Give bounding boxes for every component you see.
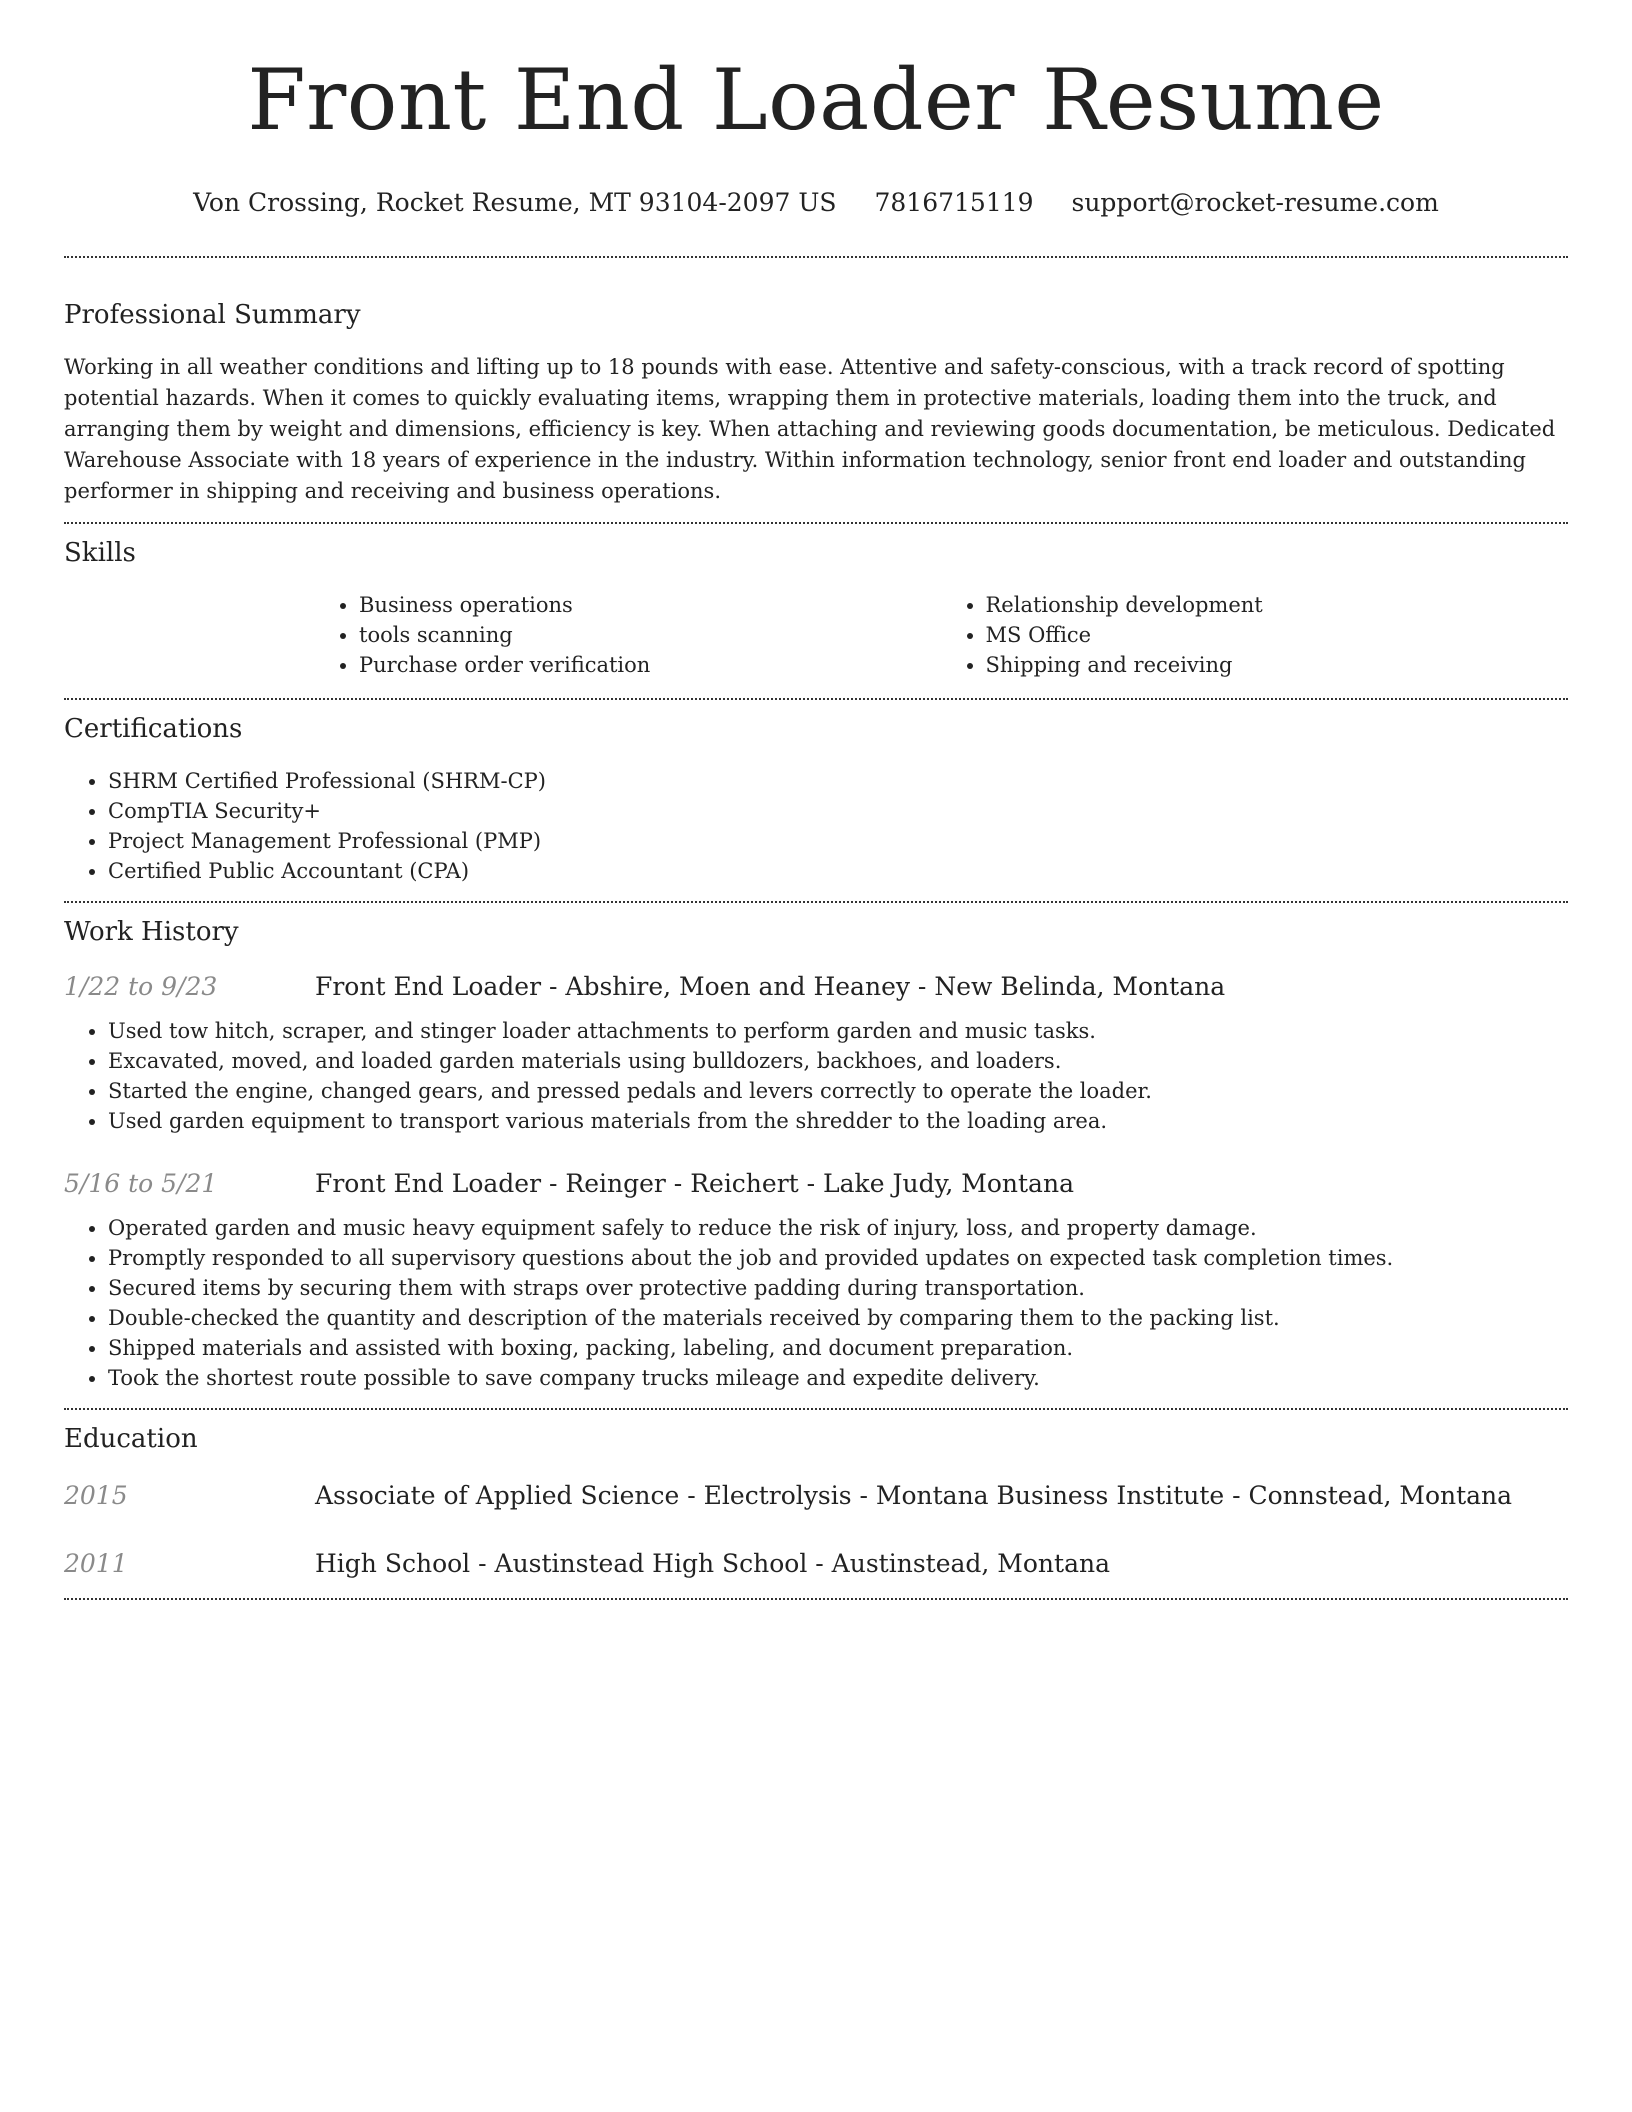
job-title: Front End Loader - Abshire, Moen and Heaney - New Belinda, Montana — [315, 972, 1226, 1001]
skills-list — [315, 590, 1568, 680]
list-item: • Used tow hitch, scraper, and stinger loader attachments to perform garden and music tasks. — [108, 1016, 1568, 1046]
job-header — [64, 971, 1568, 1003]
certifications-heading: Certifications — [64, 714, 243, 744]
education-heading: Education — [64, 1424, 198, 1454]
job-dates: 1/22 to 9/23 — [64, 972, 218, 1001]
job-bullets — [64, 1213, 1568, 1393]
divider — [64, 522, 1568, 524]
education-year: 2011 — [64, 1549, 128, 1578]
work-history-section — [64, 915, 1568, 1393]
summary-text: Working in all weather conditions and lifting up to 18 pounds with ease. Attentive and safety-conscious, with a track record of spotting potential hazards. When it comes to quickly evaluating items, wrapping them in protective materials, loading them into the truck, and arranging them by weight and dimensions, efficiency is key. When attaching and reviewing goods documentation, be meticulous. Dedicated Warehouse Associate with 18 years of experience in the industry. Within information technology, senior front end loader and outstanding performer in shipping and receiving and business operations. — [64, 355, 1556, 503]
contact-phone: 7816715119 — [874, 188, 1034, 217]
job-title: Front End Loader - Reinger - Reichert - Lake Judy, Montana — [315, 1169, 1074, 1198]
contact-email: support@rocket-resume.com — [1071, 188, 1439, 217]
job-dates: 5/16 to 5/21 — [64, 1169, 218, 1198]
education-detail: Associate of Applied Science - Electrolysis - Montana Business Institute - Connstead, Montana — [315, 1481, 1513, 1510]
summary-heading: Professional Summary — [64, 300, 361, 330]
list-item: • Shipping and receiving — [986, 650, 1569, 680]
certifications-section — [64, 712, 1568, 886]
list-item: • Promptly responded to all supervisory questions about the job and provided updates on expected task completion times. — [108, 1243, 1568, 1273]
list-item: • Relationship development — [986, 590, 1569, 620]
job-bullets — [64, 1016, 1568, 1136]
divider — [64, 901, 1568, 903]
skills-column-right — [942, 590, 1569, 680]
summary-section — [64, 298, 1568, 507]
education-year: 2015 — [64, 1481, 128, 1510]
list-item: • Project Management Professional (PMP) — [108, 826, 1568, 856]
list-item: • Secured items by securing them with straps over protective padding during transportation. — [108, 1273, 1568, 1303]
list-item: • Operated garden and music heavy equipment safely to reduce the risk of injury, loss, and property damage. — [108, 1213, 1568, 1243]
list-item: • Shipped materials and assisted with boxing, packing, labeling, and document preparation. — [108, 1333, 1568, 1363]
list-item: • Business operations — [359, 590, 942, 620]
certifications-list — [64, 766, 1568, 886]
divider — [64, 698, 1568, 700]
list-item: • Started the engine, changed gears, and pressed pedals and levers correctly to operate the loader. — [108, 1076, 1568, 1106]
list-item: • MS Office — [986, 620, 1569, 650]
resume-title: Front End Loader Resume — [247, 51, 1385, 149]
list-item: • Took the shortest route possible to save company trucks mileage and expedite delivery. — [108, 1363, 1568, 1393]
list-item: • Certified Public Accountant (CPA) — [108, 856, 1568, 886]
job-entry — [64, 971, 1568, 1136]
contact-address: Von Crossing, Rocket Resume, MT 93104-2097 US — [193, 188, 837, 217]
divider — [64, 1598, 1568, 1600]
divider — [64, 256, 1568, 258]
skills-heading: Skills — [64, 538, 136, 568]
list-item: • SHRM Certified Professional (SHRM-CP) — [108, 766, 1568, 796]
education-entry — [64, 1548, 1568, 1580]
education-detail: High School - Austinstead High School - Austinstead, Montana — [315, 1549, 1110, 1578]
education-section — [64, 1422, 1568, 1580]
list-item: • tools scanning — [359, 620, 942, 650]
list-item: • Excavated, moved, and loaded garden materials using bulldozers, backhoes, and loaders. — [108, 1046, 1568, 1076]
list-item: • Double-checked the quantity and description of the materials received by comparing them to the packing list. — [108, 1303, 1568, 1333]
job-entry — [64, 1168, 1568, 1393]
resume-page — [64, 0, 1568, 1600]
contact-line — [64, 188, 1568, 218]
list-item: • CompTIA Security+ — [108, 796, 1568, 826]
list-item: • Purchase order verification — [359, 650, 942, 680]
list-item: • Used garden equipment to transport various materials from the shredder to the loading area. — [108, 1106, 1568, 1136]
skills-column-left — [315, 590, 942, 680]
divider — [64, 1408, 1568, 1410]
education-entry — [64, 1480, 1568, 1512]
work-history-heading: Work History — [64, 917, 239, 947]
job-header — [64, 1168, 1568, 1200]
skills-section — [64, 536, 1568, 680]
